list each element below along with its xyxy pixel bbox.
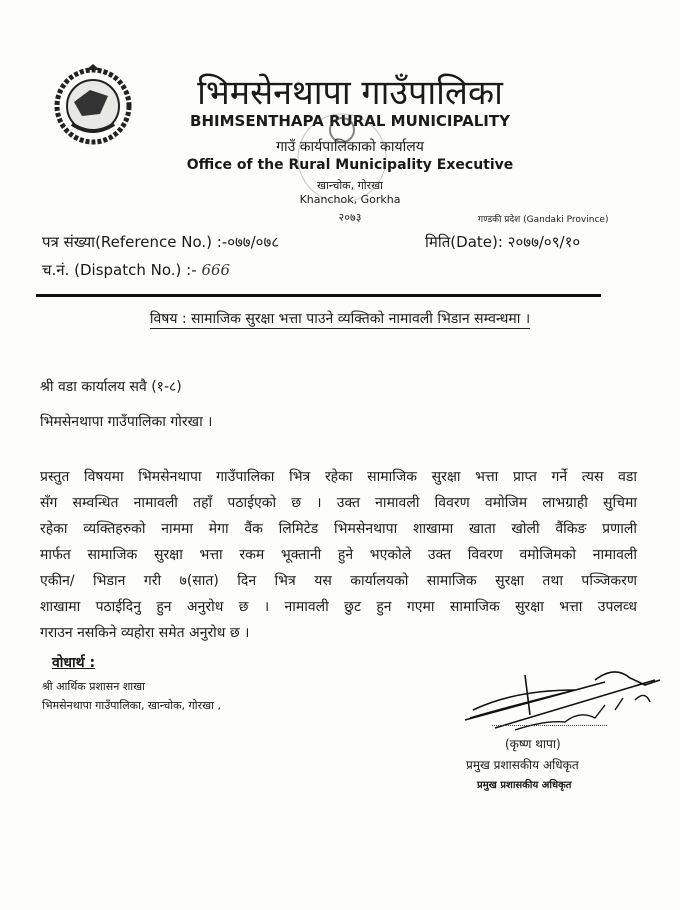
province-label: गण्डकी प्रदेश (Gandaki Province) bbox=[478, 215, 609, 225]
address-english: Khanchok, Gorkha bbox=[299, 193, 401, 206]
subject-line bbox=[0, 309, 680, 328]
municipality-title-nepali: भिमसेनथापा गाउँपालिका bbox=[197, 73, 503, 113]
body-line: रहेका व्यक्तिहरुको नाममा मेगा वैंक लिमिटेड भिमसेनथापा शाखामा खाता खोली वैंकिङ प्रणाली bbox=[40, 521, 637, 537]
body-line: प्रस्तुत विषयमा भिमसेनथापा गाउँपालिका भित्र रहेका सामाजिक सुरक्षा भत्ता प्राप्त गर्ने त्यस वडा bbox=[40, 469, 637, 485]
header-divider bbox=[36, 294, 601, 297]
cc-line: भिमसेनथापा गाउँपालिका, खान्चोक, गोरखा , bbox=[42, 699, 221, 712]
signatory-title-stamp: प्रमुख प्रशासकीय अधिकृत bbox=[477, 780, 572, 791]
body-line: एकीन/ भिडान गरी ७(सात) दिन भित्र यस कार्यालयको सामाजिक सुरक्षा तथा पञ्जिकरण bbox=[40, 573, 637, 589]
dispatch-value: 666 bbox=[201, 261, 231, 279]
municipality-title-english: BHIMSENTHAPA RURAL MUNICIPALITY bbox=[190, 112, 510, 130]
addressee-line: श्री वडा कार्यालय सवै (१-८) bbox=[40, 379, 182, 395]
cc-label: वोधार्थ : bbox=[52, 655, 96, 671]
signature-line bbox=[492, 725, 607, 726]
letter-date: मिति(Date): २०७७/०९/१० bbox=[425, 233, 581, 251]
addressee-line: भिमसेनथापा गाउँपालिका गोरखा । bbox=[40, 414, 213, 430]
signatory-title: प्रमुख प्रशासकीय अधिकृत bbox=[466, 758, 579, 772]
nepal-emblem-logo bbox=[52, 62, 134, 148]
handwritten-signature bbox=[455, 660, 675, 745]
office-stamp bbox=[292, 108, 392, 208]
signatory-name: (कृष्ण थापा) bbox=[505, 737, 561, 751]
dispatch-number bbox=[42, 260, 230, 280]
office-name-nepali: गाउँ कार्यपालिकाको कार्यालय bbox=[276, 139, 424, 155]
office-name-english: Office of the Rural Municipality Executive bbox=[186, 157, 514, 173]
subject-text: विषय : सामाजिक सुरक्षा भत्ता पाउने व्यक्तिको नामावली भिडान सम्वन्धमा । bbox=[149, 311, 531, 327]
body-line: मार्फत सामाजिक सुरक्षा भत्ता रकम भूक्तानी हुने भएकोले उक्त विवरण वमोजिमको नामावली bbox=[40, 547, 637, 563]
reference-number: पत्र संख्या(Reference No.) :-०७७/०७८ bbox=[42, 233, 280, 251]
body-line: सँग सम्वन्धित नामावली तहाँ पठाईएको छ । उक्त नामावली विवरण वमोजिम लाभग्राही सुचिमा bbox=[40, 495, 637, 511]
dispatch-label: च.नं. (Dispatch No.) :- bbox=[42, 261, 197, 279]
body-line: गराउन नसकिने व्यहोरा समेत अनुरोध छ । bbox=[40, 625, 250, 641]
cc-line: श्री आर्थिक प्रशासन शाखा bbox=[42, 680, 145, 693]
address-nepali: खान्चोक, गोरखा bbox=[316, 179, 383, 192]
body-line: शाखामा पठाईदिनु हुन अनुरोध छ । नामावली छुट हुन गएमा सामाजिक सुरक्षा भत्ता उपलव्ध bbox=[40, 599, 637, 615]
established-year: २०७३ bbox=[338, 211, 362, 224]
